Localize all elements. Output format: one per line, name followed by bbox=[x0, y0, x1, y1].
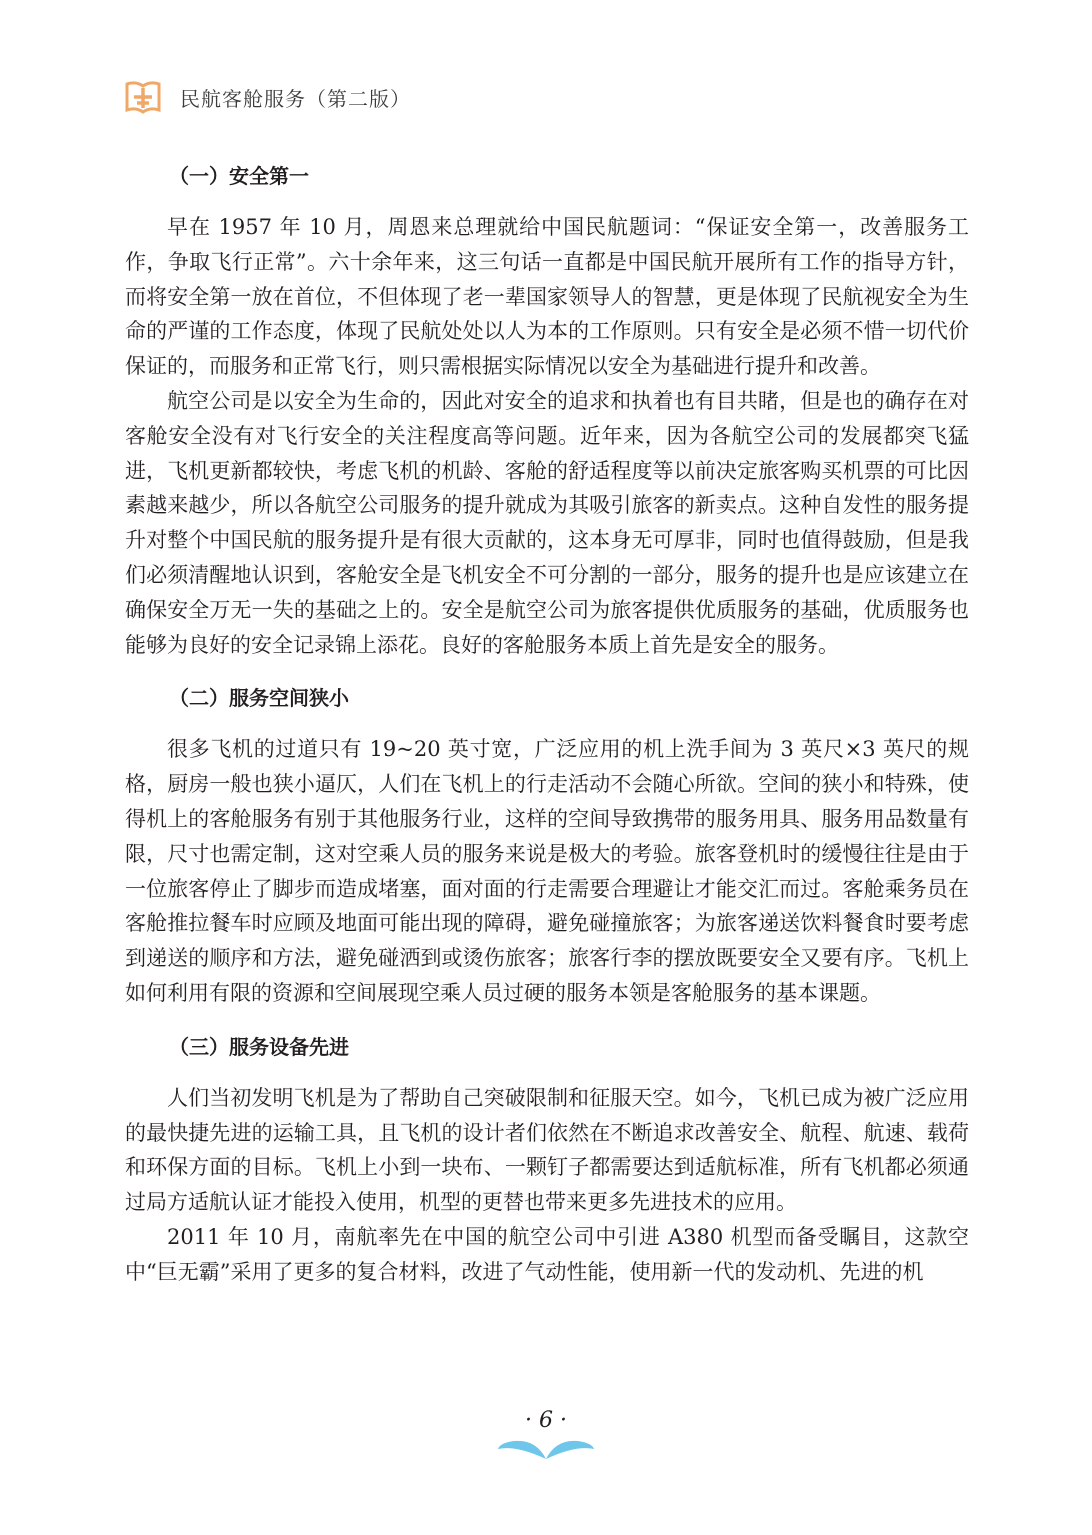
section-safety-first bbox=[125, 158, 969, 662]
paragraph: 早在 1957 年 10 月，周恩来总理就给中国民航题词：“保证安全第一，改善服务工作，争取飞行正常”。六十余年来，这三句话一直都是中国民航开展所有工作的指导方针，而将安全第一放在首位，不但体现了老一辈国家领导人的智慧，更是体现了民航视安全为生命的严谨的工作态度，体现了民航处处以人为本的工作原则。只有安全是必须不惜一切代价保证的，而服务和正常飞行，则只需根据实际情况以安全为基础进行提升和改善。 bbox=[125, 215, 969, 379]
section-heading: （二）服务空间狭小 bbox=[169, 686, 349, 711]
section-heading: （一）安全第一 bbox=[169, 164, 309, 188]
wings-ornament-icon bbox=[496, 1433, 596, 1461]
paragraph: 2011 年 10 月，南航率先在中国的航空公司中引进 A380 机型而备受瞩目，这款空中“巨无霸”采用了更多的复合材料，改进了气动性能，使用新一代的发动机、先进的机 bbox=[125, 1224, 969, 1284]
section-narrow-space bbox=[125, 680, 969, 1010]
paragraph: 人们当初发明飞机是为了帮助自己突破限制和征服天空。如今，飞机已成为被广泛应用的最快捷先进的运输工具，且飞机的设计者们依然在不断追求改善安全、航程、航速、载荷和环保方面的目标。飞机上小到一块布、一颗钉子都需要达到适航标准，所有飞机都必须通过局方适航认证才能投入使用，机型的更替也带来更多先进技术的应用。 bbox=[125, 1085, 969, 1215]
running-header bbox=[124, 78, 411, 116]
page-footer bbox=[0, 1408, 1092, 1461]
section-heading: （三）服务设备先进 bbox=[169, 1034, 349, 1059]
page-body bbox=[125, 158, 969, 1308]
book-airplane-icon bbox=[124, 78, 162, 116]
page-number: · 6 · bbox=[525, 1408, 567, 1433]
section-advanced-equipment bbox=[125, 1029, 969, 1290]
book-title: 民航客舱服务（第二版） bbox=[180, 86, 411, 111]
paragraph: 航空公司是以安全为生命的，因此对安全的追求和执着也有目共睹，但是也的确存在对客舱安全没有对飞行安全的关注程度高等问题。近年来，因为各航空公司的发展都突飞猛进，飞机更新都较快，考虑飞机的机龄、客舱的舒适程度等以前决定旅客购买机票的可比因素越来越少，所以各航空公司服务的提升就成为其吸引旅客的新卖点。这种自发性的服务提升对整个中国民航的服务提升是有很大贡献的，这本身无可厚非，同时也值得鼓励，但是我们必须清醒地认识到，客舱安全是飞机安全不可分割的一部分，服务的提升也是应该建立在确保安全万无一失的基础之上的。安全是航空公司为旅客提供优质服务的基础，优质服务也能够为良好的安全记录锦上添花。良好的客舱服务本质上首先是安全的服务。 bbox=[125, 388, 969, 657]
paragraph: 很多飞机的过道只有 19~20 英寸宽，广泛应用的机上洗手间为 3 英尺×3 英尺的规格，厨房一般也狭小逼仄，人们在飞机上的行走活动不会随心所欲。空间的狭小和特殊，使得机上的客舱服务有别于其他服务行业，这样的空间导致携带的服务用具、服务用品数量有限，尺寸也需定制，这对空乘人员的服务来说是极大的考验。旅客登机时的缓慢往往是由于一位旅客停止了脚步而造成堵塞，面对面的行走需要合理避让才能交汇而过。客舱乘务员在客舱推拉餐车时应顾及地面可能出现的障碍，避免碰撞旅客；为旅客递送饮料餐食时要考虑到递送的顺序和方法，避免碰洒到或烫伤旅客；旅客行李的摆放既要安全又要有序。飞机上如何利用有限的资源和空间展现空乘人员过硬的服务本领是客舱服务的基本课题。 bbox=[125, 737, 969, 1005]
